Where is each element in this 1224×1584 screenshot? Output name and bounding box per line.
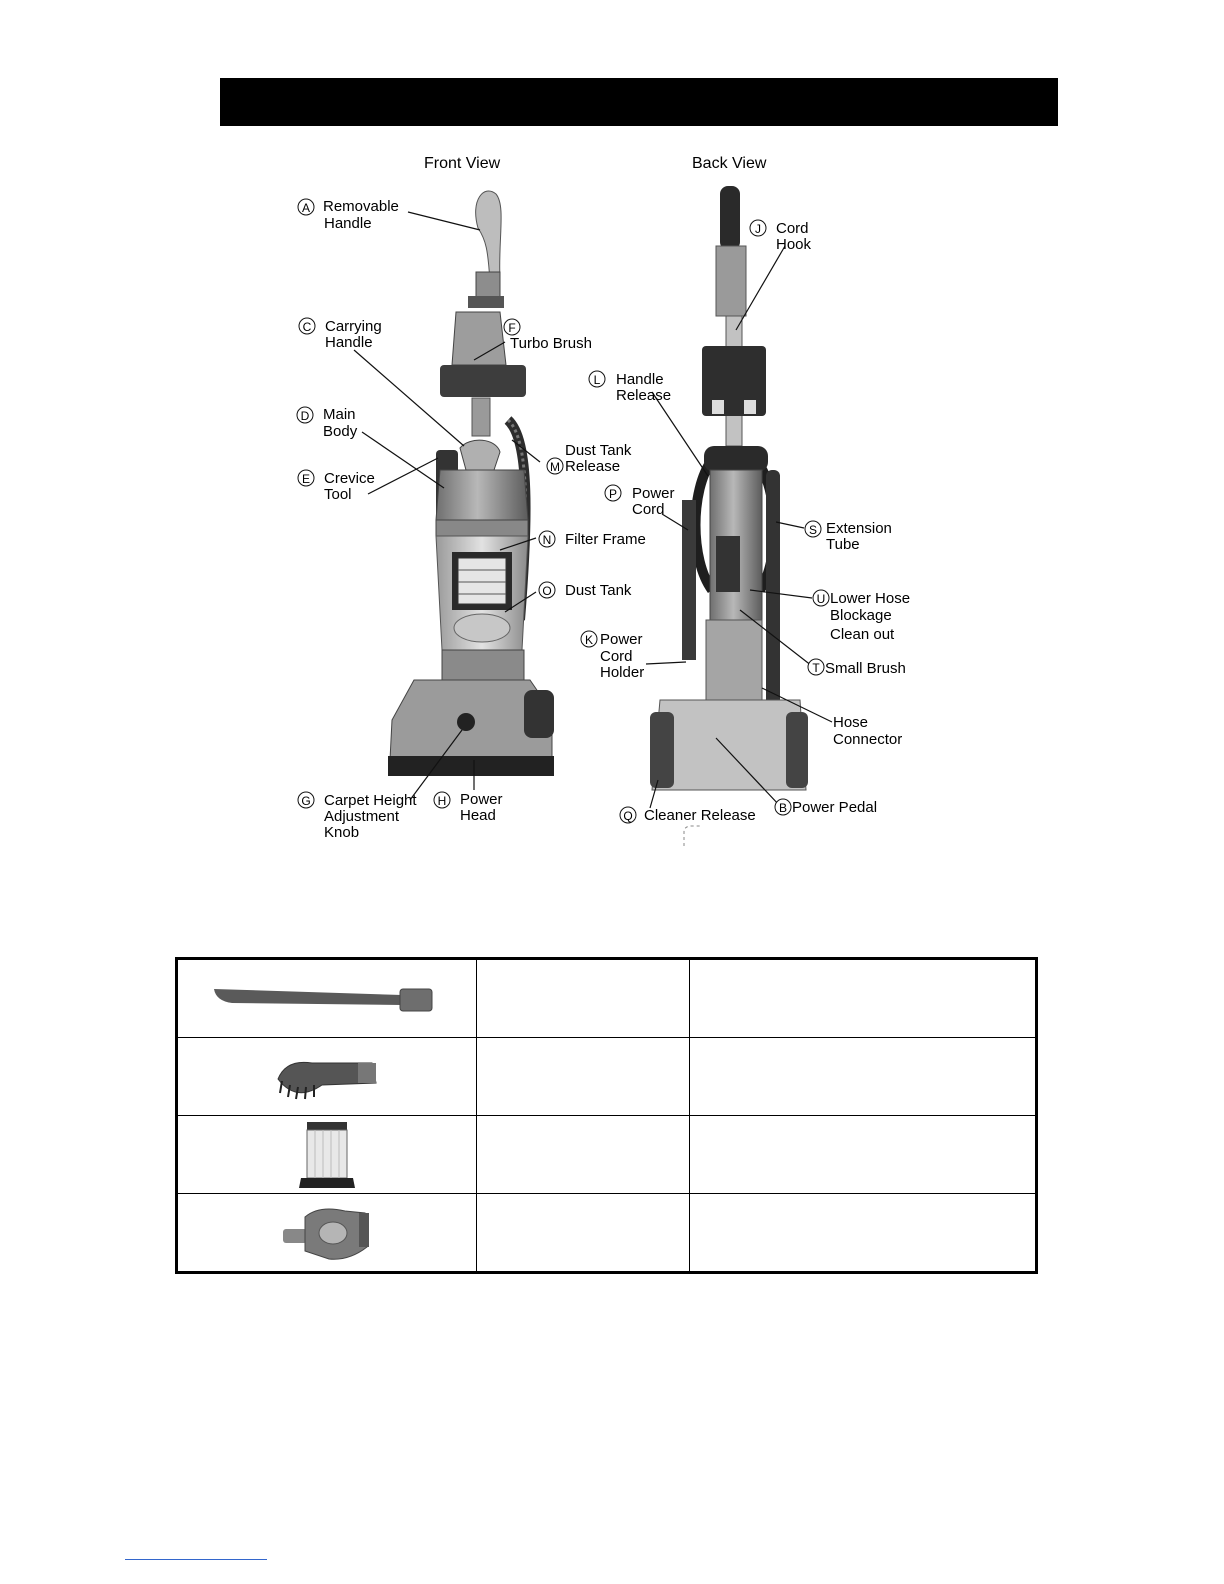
- label-A-letter: A: [301, 201, 311, 215]
- label-D-line2: Body: [323, 423, 358, 440]
- label-A-line1: Removable: [323, 198, 399, 215]
- accessory-name: [477, 1194, 690, 1273]
- label-hose-connector: [833, 714, 902, 748]
- label-J-line2: Hook: [776, 236, 812, 253]
- label-K-line3: Holder: [600, 664, 645, 681]
- label-D: [297, 406, 358, 440]
- table-row: [177, 1194, 1037, 1273]
- label-J-line1: Cord: [776, 220, 809, 237]
- label-S: [805, 520, 892, 553]
- label-H: [434, 791, 503, 824]
- label-J: [750, 220, 812, 253]
- label-A-line2: Handle: [324, 215, 372, 232]
- accessory-image-cell: [177, 1116, 477, 1194]
- label-T-letter: T: [812, 661, 820, 675]
- label-C-line1: Carrying: [325, 318, 382, 335]
- label-Q: [620, 807, 756, 824]
- label-B-line1: Power Pedal: [792, 799, 878, 816]
- label-S-line1: Extension: [826, 520, 892, 537]
- table-row: [177, 959, 1037, 1038]
- accessory-image-cell: [177, 959, 477, 1038]
- table-row: [177, 1038, 1037, 1116]
- accessory-description: [690, 959, 1037, 1038]
- front-view-title: Front View: [424, 155, 501, 172]
- label-O-letter: O: [542, 584, 552, 598]
- label-Q-letter: Q: [623, 809, 633, 823]
- svg-text:Connector: Connector: [833, 731, 903, 748]
- crevice-tool-image: [212, 981, 442, 1017]
- accessory-description: [690, 1038, 1037, 1116]
- label-M: [547, 442, 632, 475]
- label-Q-line1: Cleaner Release: [644, 807, 756, 824]
- label-O-line1: Dust Tank: [565, 582, 632, 599]
- label-A: [298, 198, 399, 232]
- front-view-vacuum: [388, 191, 554, 776]
- label-J-letter: J: [755, 222, 761, 236]
- label-M-letter: M: [550, 460, 560, 474]
- label-L-line1: Handle: [616, 371, 664, 388]
- label-D-line1: Main: [323, 406, 356, 423]
- dashed-arc-mark: [684, 826, 702, 846]
- table-row: [177, 1116, 1037, 1194]
- label-S-line2: Tube: [826, 536, 860, 553]
- label-M-line1: Dust Tank: [565, 442, 632, 459]
- label-B: [775, 799, 877, 816]
- accessory-description: [690, 1194, 1037, 1273]
- small-brush-image: [272, 1049, 382, 1105]
- label-S-letter: S: [808, 523, 818, 537]
- label-H-letter: H: [437, 794, 447, 808]
- label-N-letter: N: [542, 533, 552, 547]
- label-N-line1: Filter Frame: [565, 531, 646, 548]
- accessory-name: [477, 959, 690, 1038]
- label-H-line2: Head: [460, 807, 496, 824]
- accessory-name: [477, 1038, 690, 1116]
- label-K-line2: Cord: [600, 648, 633, 665]
- label-U: [813, 590, 910, 643]
- label-L-line2: Release: [616, 387, 672, 404]
- label-T: [808, 659, 906, 677]
- label-G-letter: G: [301, 794, 311, 808]
- label-U-line3: Clean out: [830, 626, 895, 643]
- label-F: [504, 319, 592, 352]
- label-E-line1: Crevice: [324, 470, 375, 487]
- label-U-line2: Blockage: [830, 607, 892, 624]
- label-L-letter: L: [593, 373, 601, 387]
- label-C-letter: C: [302, 320, 312, 334]
- svg-text:Hose: Hose: [833, 714, 869, 731]
- label-P-letter: P: [608, 487, 618, 501]
- turbo-brush-image: [279, 1201, 375, 1265]
- accessory-name: [477, 1116, 690, 1194]
- label-B-letter: B: [778, 801, 788, 815]
- label-C: [299, 318, 382, 351]
- label-H-line1: Power: [460, 791, 503, 808]
- label-P-line1: Power: [632, 485, 675, 502]
- footnote-rule: [125, 1559, 267, 1560]
- accessory-description: [690, 1116, 1037, 1194]
- label-P-line2: Cord: [632, 501, 665, 518]
- label-G-line3: Knob: [324, 824, 360, 841]
- label-E-line2: Tool: [324, 486, 352, 503]
- label-N: [539, 531, 646, 548]
- label-P: [605, 485, 675, 518]
- label-F-line1: Turbo Brush: [510, 335, 592, 352]
- filter-image: [295, 1120, 359, 1190]
- label-K-letter: K: [584, 633, 594, 647]
- accessories-table: [175, 957, 1038, 1274]
- label-O: [539, 582, 632, 599]
- label-F-letter: F: [508, 321, 516, 335]
- label-E-letter: E: [301, 472, 311, 486]
- label-G-line1: Carpet Height: [324, 792, 417, 809]
- accessory-image-cell: [177, 1194, 477, 1273]
- accessory-image-cell: [177, 1038, 477, 1116]
- back-view-title: Back View: [692, 155, 767, 172]
- label-M-line2: Release: [565, 458, 621, 475]
- label-G: [298, 792, 417, 841]
- label-D-letter: D: [300, 409, 310, 423]
- label-U-line1: Lower Hose: [830, 590, 911, 607]
- label-C-line2: Handle: [325, 334, 373, 351]
- label-T-line1: Small Brush: [825, 660, 906, 677]
- label-K-line1: Power: [600, 631, 643, 648]
- label-L: [589, 371, 671, 404]
- label-U-letter: U: [816, 592, 826, 606]
- label-K: [581, 631, 644, 681]
- label-E: [298, 470, 375, 503]
- label-G-line2: Adjustment: [324, 808, 400, 825]
